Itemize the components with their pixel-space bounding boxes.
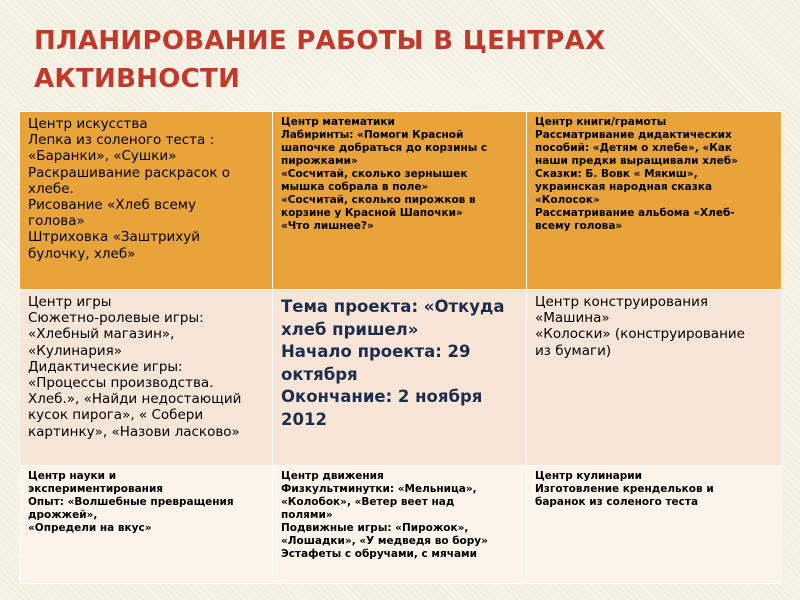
cell-text-line: Окончание: 2 ноября — [281, 387, 483, 406]
cell-text-line: Сюжетно-ролевые игры: — [28, 310, 204, 327]
cell-text-line: Центр науки и — [28, 470, 117, 482]
cell-text-line: кусок пирога», « Собери — [28, 407, 204, 424]
cell-text-line: Центр математики — [281, 116, 395, 128]
cell-text-line: «Колоски» (конструирование — [535, 326, 745, 343]
cell-text-line: Тема проекта: «Откуда — [281, 297, 505, 316]
cell-text-line: Штриховка «Заштрихуй — [28, 229, 201, 246]
cell-text-line: из бумаги) — [535, 342, 612, 359]
cell-text-line: полями» — [281, 509, 333, 521]
cell-book-literacy-center — [527, 112, 782, 290]
cell-text-line: голова» — [28, 213, 85, 230]
slide-title-line-2: АКТИВНОСТИ — [34, 64, 241, 94]
slide-title — [34, 22, 774, 98]
cell-text-line: Физкультминутки: «Мельница», — [281, 483, 477, 495]
activity-centers-table — [19, 111, 781, 583]
cell-text-line: Начало проекта: 29 — [281, 342, 471, 361]
cell-text-line: октября — [281, 364, 358, 384]
cell-text-line: Центр кулинарии — [535, 470, 642, 482]
cell-text-line: Лепка из соленого теста : — [28, 132, 215, 149]
cell-text-line: мышка собрала в поле» — [281, 181, 429, 193]
cell-text-line: «Машина» — [535, 310, 610, 327]
cell-science-center — [20, 466, 273, 584]
cell-text-line: экспериментирования — [28, 483, 164, 495]
cell-text-line: картинку», «Назови ласково» — [28, 423, 240, 440]
cell-text-line: наши предки выращивали хлеб» — [535, 155, 738, 167]
cell-text-line: Изготовление крендельков и — [535, 483, 714, 495]
cell-text-line: «Хлебный магазин», — [28, 326, 175, 343]
cell-text-line: «Колобок», «Ветер веет над — [281, 496, 455, 508]
cell-text-line: 2012 — [281, 409, 327, 429]
cell-text-line: Центр конструирования — [535, 294, 708, 310]
cell-text-line: «Определи на вкус» — [28, 522, 152, 534]
cell-text-line: хлеб пришел» — [281, 319, 419, 339]
cell-game-center — [20, 290, 273, 466]
cell-text-line: Подвижные игры: «Пирожок», — [281, 522, 469, 534]
cell-text-line: Рисование «Хлеб всему — [28, 197, 196, 214]
cell-movement-center — [273, 466, 527, 584]
cell-text-line: Сказки: Б. Вовк « Мякиш», — [535, 168, 698, 180]
cell-text-line: булочку, хлеб» — [28, 245, 136, 262]
cell-text-line: хлебе. — [28, 180, 74, 197]
cell-text-line: украинская народная сказка — [535, 181, 713, 193]
cell-text-line: пирожками» — [281, 155, 358, 167]
slide-title-line-1: ПЛАНИРОВАНИЕ РАБОТЫ В ЦЕНТРАХ — [34, 26, 606, 56]
cell-text-line: всему голова» — [535, 220, 623, 232]
cell-text-line: «Лошадки», «У медведя во бору» — [281, 535, 488, 547]
cell-text-line: Центр движения — [281, 470, 384, 482]
cell-text-line: Центр искусства — [28, 116, 148, 132]
cell-text-line: баранок из соленого теста — [535, 496, 699, 508]
cell-text-line: «Колосок» — [535, 194, 600, 206]
cell-text-line: Центр книги/грамоты — [535, 116, 667, 128]
cell-text-line: корзине у Красной Шапочки» — [281, 207, 463, 219]
cell-text-line: Эстафеты с обручами, с мячами — [281, 548, 477, 560]
cell-text-line: Центр игры — [28, 294, 112, 310]
cell-text-line: Раскрашивание раскрасок о — [28, 164, 231, 181]
cell-text-line: Опыт: «Волшебные превращения — [28, 496, 234, 508]
cell-construction-center — [527, 290, 782, 466]
cell-art-center — [20, 112, 273, 290]
cell-project-topic — [273, 290, 527, 466]
cell-text-line: «Баранки», «Сушки» — [28, 148, 177, 165]
cell-cooking-center — [527, 466, 782, 584]
cell-math-center — [273, 112, 527, 290]
cell-text-line: дрожжей», — [28, 509, 98, 521]
cell-text-line: Рассматривание дидактических — [535, 129, 732, 141]
cell-text-line: Рассматривание альбома «Хлеб- — [535, 207, 735, 219]
cell-text-line: пособий: «Детям о хлебе», «Как — [535, 142, 733, 154]
cell-text-line: Хлеб.», «Найди недостающий — [28, 391, 242, 408]
cell-text-line: шапочке добраться до корзины с — [281, 142, 488, 154]
cell-text-line: «Сосчитай, сколько зернышек — [281, 168, 468, 180]
cell-text-line: Лабиринты: «Помоги Красной — [281, 129, 464, 141]
cell-text-line: «Процессы производства. — [28, 375, 214, 392]
cell-text-line: Дидактические игры: — [28, 358, 183, 375]
cell-text-line: «Сосчитай, сколько пирожков в — [281, 194, 476, 206]
cell-text-line: «Что лишнее?» — [281, 220, 374, 232]
cell-text-line: «Кулинария» — [28, 342, 123, 359]
